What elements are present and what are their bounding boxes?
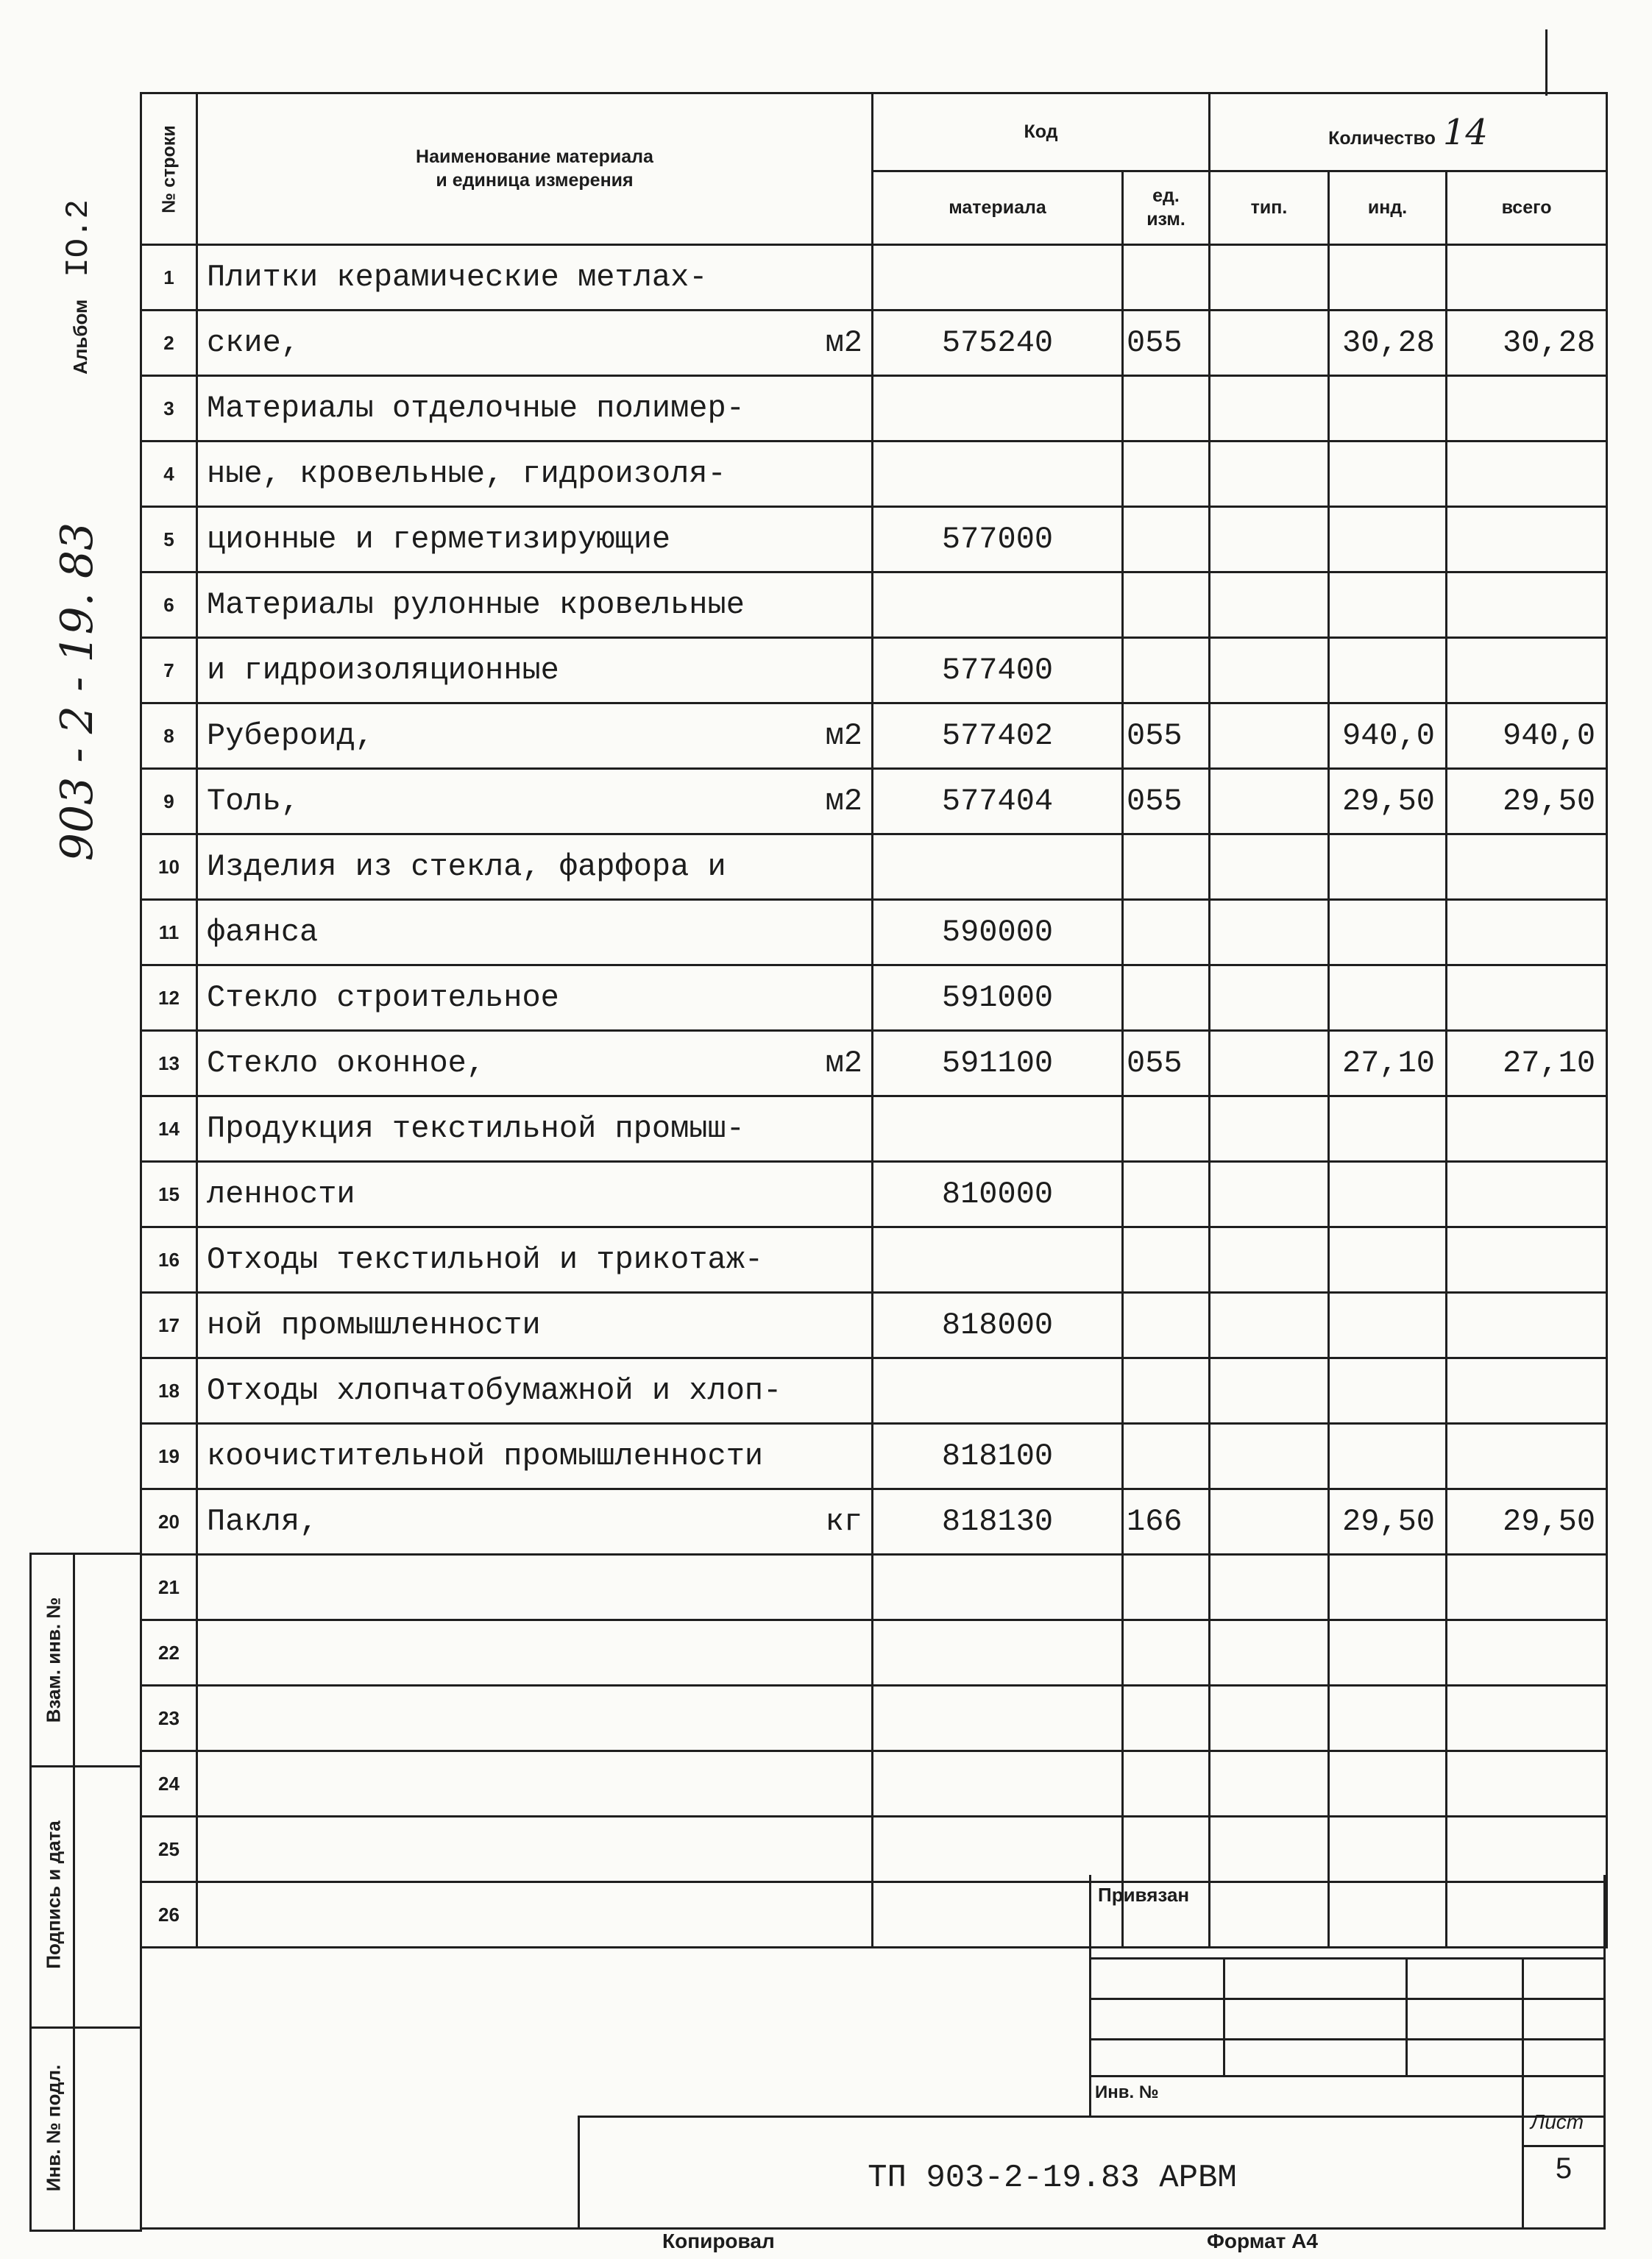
row-qty-ind: 30,28 [1329,311,1447,376]
row-name [197,1162,873,1227]
header-qty-total: всего [1447,171,1607,245]
row-name-text: Отходы текстильной и трикотаж- [207,1242,764,1277]
header-name: Наименование материала и единица измерения [197,93,873,245]
row-qty-ind [1329,638,1447,703]
row-unit-label: кг [825,1504,862,1539]
row-qty-type [1210,1358,1329,1424]
row-qty-type [1210,1293,1329,1358]
row-unit-code: 166 [1123,1489,1210,1555]
row-number: 16 [141,1227,197,1293]
row-qty-total: 29,50 [1447,1489,1607,1555]
row-name-text: Толь, [207,784,300,819]
row-qty-total [1447,900,1607,965]
table-row [141,507,1607,572]
row-qty-type [1210,1751,1329,1817]
row-qty-ind [1329,1358,1447,1424]
row-qty-total: 27,10 [1447,1031,1607,1096]
row-material-code: 590000 [873,900,1123,965]
row-qty-total [1447,1882,1607,1948]
row-unit-code [1123,1424,1210,1489]
project-code-vertical: 903 - 2 - 19. 83 [52,522,103,862]
row-name-text: Материалы отделочные полимер- [207,391,745,426]
row-qty-type [1210,1555,1329,1620]
row-qty-total [1447,245,1607,311]
table-body [141,245,1607,1948]
row-qty-total [1447,834,1607,900]
table-row [141,1293,1607,1358]
row-number: 20 [141,1489,197,1555]
row-name-text: и гидроизоляционные [207,653,559,688]
row-qty-type [1210,769,1329,834]
margin-inv-orig-box [29,2026,142,2232]
row-qty-total [1447,965,1607,1031]
table-row [141,638,1607,703]
table-row [141,1031,1607,1096]
row-material-code [873,1555,1123,1620]
row-unit-code [1123,572,1210,638]
margin-inv-orig-label: Инв. № подл. [42,2064,65,2192]
row-number: 8 [141,703,197,769]
row-material-code [873,1686,1123,1751]
row-number: 6 [141,572,197,638]
row-name-text: ционные и герметизирующие [207,522,671,557]
row-qty-total [1447,1293,1607,1358]
row-qty-total [1447,1424,1607,1489]
row-qty-ind [1329,834,1447,900]
row-unit-code [1123,1096,1210,1162]
row-qty-type [1210,1489,1329,1555]
margin-replace-inv-label: Взам. инв. № [42,1597,65,1723]
row-qty-ind [1329,245,1447,311]
row-qty-total [1447,507,1607,572]
row-number: 25 [141,1817,197,1882]
row-qty-ind: 29,50 [1329,769,1447,834]
header-quantity: Количество 14 [1210,93,1607,171]
row-qty-type [1210,1817,1329,1882]
row-qty-type [1210,572,1329,638]
row-material-code [873,572,1123,638]
row-qty-ind [1329,965,1447,1031]
row-number: 23 [141,1686,197,1751]
row-unit-code [1123,376,1210,441]
row-material-code [873,1882,1123,1948]
row-name [197,834,873,900]
row-name-text: Продукция текстильной промыш- [207,1111,745,1146]
row-unit-code: 055 [1123,311,1210,376]
row-qty-type [1210,1686,1329,1751]
row-qty-total: 29,50 [1447,769,1607,834]
row-number: 3 [141,376,197,441]
row-material-code [873,1227,1123,1293]
row-name [197,441,873,507]
table-row [141,1096,1607,1162]
row-qty-total [1447,1751,1607,1817]
row-qty-ind [1329,900,1447,965]
row-name [197,1489,873,1555]
table-row [141,965,1607,1031]
row-name [197,1882,873,1948]
row-unit-label: м2 [825,1046,862,1081]
row-material-code: 818130 [873,1489,1123,1555]
row-name [197,245,873,311]
row-qty-total [1447,572,1607,638]
row-unit-code [1123,1227,1210,1293]
row-qty-type [1210,1096,1329,1162]
row-name [197,1096,873,1162]
margin-replace-inv-box [29,1553,142,1767]
stamp-inv-label: Инв. № [1095,2082,1159,2102]
row-qty-ind: 29,50 [1329,1489,1447,1555]
row-number: 10 [141,834,197,900]
row-number: 19 [141,1424,197,1489]
row-number: 2 [141,311,197,376]
row-number: 24 [141,1751,197,1817]
row-qty-ind [1329,1686,1447,1751]
header-row-number: № строки [141,93,197,245]
row-qty-total: 30,28 [1447,311,1607,376]
row-name [197,1031,873,1096]
row-number: 7 [141,638,197,703]
row-qty-total: 940,0 [1447,703,1607,769]
album-number: IO.2 [60,199,97,277]
header-qty-type: тип. [1210,171,1329,245]
row-qty-type [1210,311,1329,376]
stamp-bound-label: Привязан [1098,1884,1190,1906]
table-row [141,834,1607,900]
row-number: 14 [141,1096,197,1162]
row-material-code [873,441,1123,507]
row-number: 13 [141,1031,197,1096]
row-qty-type [1210,245,1329,311]
table-row [141,1686,1607,1751]
row-qty-ind: 940,0 [1329,703,1447,769]
row-material-code [873,1817,1123,1882]
row-name [197,1424,873,1489]
row-name [197,572,873,638]
table-row [141,441,1607,507]
row-unit-code [1123,507,1210,572]
row-qty-total [1447,1555,1607,1620]
row-material-code: 591000 [873,965,1123,1031]
table-row [141,1227,1607,1293]
row-qty-type [1210,376,1329,441]
row-name-text: Плитки керамические метлах- [207,260,708,295]
row-qty-ind [1329,1293,1447,1358]
row-name [197,1358,873,1424]
table-row [141,1489,1607,1555]
row-material-code: 818100 [873,1424,1123,1489]
row-name [197,1293,873,1358]
row-name-text: ленности [207,1177,355,1212]
row-name [197,507,873,572]
row-qty-type [1210,507,1329,572]
document-code: ТП 903-2-19.83 АРВМ [868,2160,1237,2196]
row-qty-type [1210,703,1329,769]
row-qty-type [1210,441,1329,507]
row-unit-code [1123,1686,1210,1751]
row-qty-ind [1329,1162,1447,1227]
margin-sign-date-label: Подпись и дата [42,1820,65,1969]
row-qty-type [1210,1620,1329,1686]
row-qty-ind [1329,1555,1447,1620]
row-name [197,1227,873,1293]
table-row [141,769,1607,834]
table-row [141,1162,1607,1227]
table-row [141,1620,1607,1686]
row-qty-ind [1329,1227,1447,1293]
row-unit-code [1123,1817,1210,1882]
row-qty-total [1447,1096,1607,1162]
table-row [141,572,1607,638]
materials-table [140,92,1608,1948]
table-row [141,703,1607,769]
table-row [141,245,1607,311]
row-unit-code [1123,1293,1210,1358]
row-name [197,769,873,834]
row-name-text: ной промышленности [207,1308,541,1343]
row-name [197,900,873,965]
row-material-code [873,1751,1123,1817]
row-unit-code [1123,834,1210,900]
row-qty-type [1210,1227,1329,1293]
margin-sign-date-box [29,1763,142,2029]
header-code: Код [873,93,1210,171]
row-qty-total [1447,1162,1607,1227]
row-number: 5 [141,507,197,572]
row-material-code: 810000 [873,1162,1123,1227]
row-number: 22 [141,1620,197,1686]
table-row [141,1555,1607,1620]
row-material-code [873,1358,1123,1424]
row-unit-code [1123,900,1210,965]
row-name-text: Стекло оконное, [207,1046,486,1081]
row-name-text: Отходы хлопчатобумажной и хлоп- [207,1373,782,1408]
quantity-handwritten-note: 14 [1442,111,1488,153]
row-unit-code [1123,1358,1210,1424]
table-row [141,1817,1607,1882]
row-material-code: 818000 [873,1293,1123,1358]
row-number: 11 [141,900,197,965]
row-unit-code: 055 [1123,1031,1210,1096]
row-qty-total [1447,1620,1607,1686]
row-qty-ind [1329,1751,1447,1817]
header-qty-ind: инд. [1329,171,1447,245]
table-row [141,311,1607,376]
row-unit-label: м2 [825,784,862,819]
row-material-code: 577402 [873,703,1123,769]
row-name-text: Изделия из стекла, фарфора и [207,849,726,884]
row-qty-ind [1329,507,1447,572]
album-label-block [46,110,112,464]
row-qty-ind [1329,572,1447,638]
row-qty-ind [1329,1424,1447,1489]
row-number: 26 [141,1882,197,1948]
row-qty-ind [1329,1620,1447,1686]
row-material-code: 577404 [873,769,1123,834]
row-unit-code [1123,1162,1210,1227]
row-material-code: 575240 [873,311,1123,376]
row-material-code [873,834,1123,900]
row-qty-total [1447,1358,1607,1424]
row-number: 18 [141,1358,197,1424]
row-qty-total [1447,376,1607,441]
row-name-text: фаянса [207,915,319,950]
row-unit-code [1123,1620,1210,1686]
row-qty-type [1210,1882,1329,1948]
header-code-material: материала [873,171,1123,245]
row-unit-code [1123,441,1210,507]
row-name-text: ские, [207,325,300,361]
row-qty-ind [1329,1882,1447,1948]
row-unit-code: 055 [1123,703,1210,769]
row-name [197,703,873,769]
row-name [197,376,873,441]
row-material-code: 577400 [873,638,1123,703]
row-qty-ind: 27,10 [1329,1031,1447,1096]
row-unit-label: м2 [825,325,862,361]
row-qty-ind [1329,441,1447,507]
row-number: 17 [141,1293,197,1358]
row-number: 4 [141,441,197,507]
row-qty-type [1210,965,1329,1031]
table-row [141,1882,1607,1948]
row-qty-type [1210,638,1329,703]
row-name [197,1555,873,1620]
table-row [141,1751,1607,1817]
row-name [197,965,873,1031]
row-unit-code [1123,245,1210,311]
row-unit-code [1123,965,1210,1031]
row-name-text: ные, кровельные, гидроизоля- [207,456,726,492]
row-name-text: Рубероид, [207,718,374,753]
row-qty-total [1447,1686,1607,1751]
row-number: 15 [141,1162,197,1227]
row-qty-type [1210,834,1329,900]
row-qty-total [1447,441,1607,507]
sheet-number: 5 [1555,2152,1573,2185]
row-name [197,1817,873,1882]
row-material-code: 591100 [873,1031,1123,1096]
row-number: 1 [141,245,197,311]
row-qty-type [1210,1031,1329,1096]
sheet-label: Лист [1531,2110,1584,2133]
row-name [197,1686,873,1751]
row-material-code [873,245,1123,311]
row-unit-code [1123,1555,1210,1620]
album-label: Альбом [69,299,91,375]
row-name-text: Пакля, [207,1504,319,1539]
row-qty-type [1210,1162,1329,1227]
row-qty-ind [1329,376,1447,441]
row-unit-label: м2 [825,718,862,753]
row-material-code [873,1620,1123,1686]
row-name [197,638,873,703]
table-row [141,1424,1607,1489]
row-qty-type [1210,900,1329,965]
footer-copied: Копировал [662,2230,775,2252]
row-name-text: коочистительной промышленности [207,1439,764,1474]
row-name-text: Материалы рулонные кровельные [207,587,745,623]
row-material-code: 577000 [873,507,1123,572]
row-name [197,1620,873,1686]
table-row [141,900,1607,965]
row-material-code [873,1096,1123,1162]
table-row [141,376,1607,441]
row-qty-ind [1329,1817,1447,1882]
footer-format: Формат А4 [1207,2230,1318,2252]
row-material-code [873,376,1123,441]
row-number: 9 [141,769,197,834]
table-row [141,1358,1607,1424]
header-code-unit: ед. изм. [1123,171,1210,245]
row-qty-total [1447,638,1607,703]
row-qty-total [1447,1227,1607,1293]
row-qty-type [1210,1424,1329,1489]
row-name-text: Стекло строительное [207,980,559,1015]
row-number: 12 [141,965,197,1031]
row-unit-code: 055 [1123,769,1210,834]
row-qty-total [1447,1817,1607,1882]
row-unit-code [1123,1751,1210,1817]
row-name [197,1751,873,1817]
row-number: 21 [141,1555,197,1620]
row-qty-ind [1329,1096,1447,1162]
row-unit-code [1123,638,1210,703]
row-name [197,311,873,376]
